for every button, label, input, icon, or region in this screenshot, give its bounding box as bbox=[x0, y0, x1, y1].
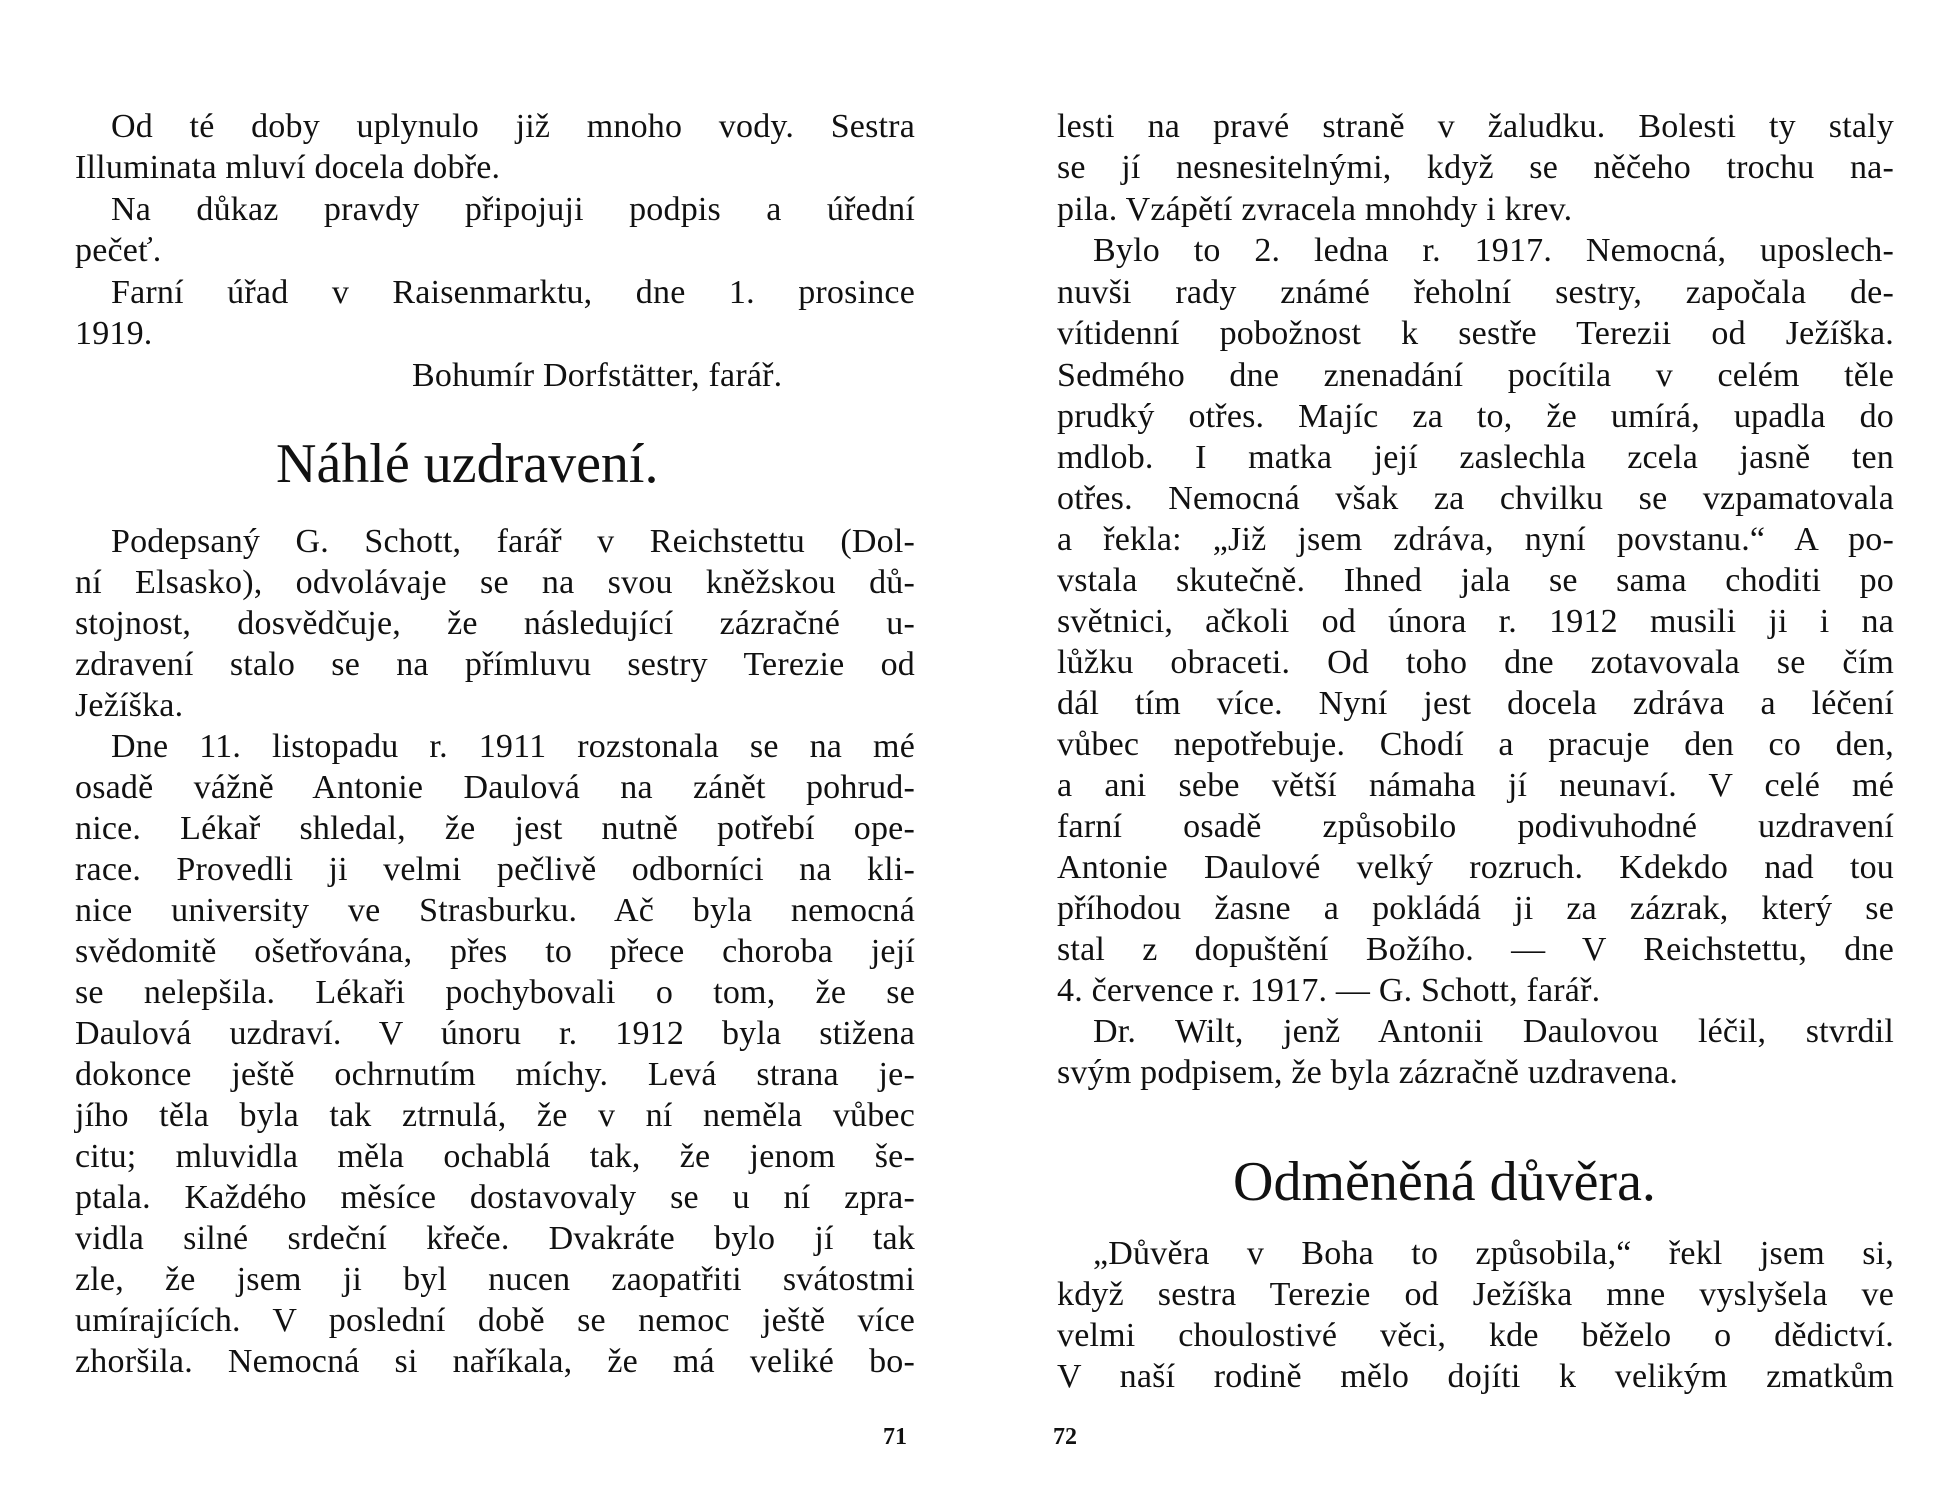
text-line: Sedmého dne znenadání pocítila v celém těle bbox=[1057, 357, 1894, 394]
text-line: lůžku obraceti. Od toho dne zotavovala se čím bbox=[1057, 644, 1894, 681]
text-line: když sestra Terezie od Ježíška mne vyslyšela ve bbox=[1057, 1276, 1894, 1313]
text-line: a řekla: „Již jsem zdráva, nyní povstanu.“ A po- bbox=[1057, 521, 1894, 558]
text-line: stojnost, dosvědčuje, že následující zázračné u- bbox=[75, 605, 915, 642]
text-line: se jí nesnesitelnými, když se něčeho trochu na- bbox=[1057, 149, 1894, 186]
text-line: vidla silné srdeční křeče. Dvakráte bylo jí tak bbox=[75, 1220, 915, 1257]
text-line: vstala skutečně. Ihned jala se sama choditi po bbox=[1057, 562, 1894, 599]
page-number: 72 bbox=[1053, 1424, 1077, 1450]
text-line: Dne 11. listopadu r. 1911 rozstonala se na mé bbox=[111, 728, 915, 765]
text-line: Antonie Daulové velký rozruch. Kdekdo nad tou bbox=[1057, 849, 1894, 886]
text-line: zhoršila. Nemocná si naříkala, že má veliké bo- bbox=[75, 1343, 915, 1380]
text-line: 4. července r. 1917. — G. Schott, farář. bbox=[1057, 972, 1601, 1009]
signature: Bohumír Dorfstätter, farář. bbox=[412, 357, 783, 394]
text-line: ní Elsasko), odvolávaje se na svou kněžskou dů- bbox=[75, 564, 915, 601]
text-line: race. Provedli ji velmi pečlivě odborníci na kli- bbox=[75, 851, 915, 888]
text-line: Farní úřad v Raisenmarktu, dne 1. prosince bbox=[111, 274, 915, 311]
text-line: Daulová uzdraví. V únoru r. 1912 byla stižena bbox=[75, 1015, 915, 1052]
text-line: pila. Vzápětí zvracela mnohdy i krev. bbox=[1057, 191, 1573, 228]
text-line: Podepsaný G. Schott, farář v Reichstettu (Dol- bbox=[111, 523, 915, 560]
text-line: prudký otřes. Majíc za to, že umírá, upadla do bbox=[1057, 398, 1894, 435]
text-line: jího těla byla tak ztrnulá, že v ní neměla vůbec bbox=[75, 1097, 915, 1134]
text-line: Na důkaz pravdy připojuji podpis a úřední bbox=[111, 191, 915, 228]
section-heading: Odměněná důvěra. bbox=[1233, 1151, 1656, 1213]
text-line: a ani sebe větší námaha jí neunaví. V celé mé bbox=[1057, 767, 1894, 804]
text-line: nuvši rady známé řeholní sestry, započala de- bbox=[1057, 274, 1894, 311]
text-line: vůbec nepotřebuje. Chodí a pracuje den co den, bbox=[1057, 726, 1894, 763]
page-number: 71 bbox=[883, 1424, 907, 1450]
text-line: 1919. bbox=[75, 315, 153, 352]
text-line: Dr. Wilt, jenž Antonii Daulovou léčil, stvrdil bbox=[1093, 1013, 1894, 1050]
section-heading: Náhlé uzdravení. bbox=[276, 433, 659, 495]
text-line: Ježíška. bbox=[75, 687, 184, 724]
text-line: V naší rodině mělo dojíti k velikým zmatkům bbox=[1057, 1358, 1894, 1395]
text-line: dokonce ještě ochrnutím míchy. Levá strana je- bbox=[75, 1056, 915, 1093]
text-line: zle, že jsem ji byl nucen zaopatřiti svátostmi bbox=[75, 1261, 915, 1298]
text-line: pečeť. bbox=[75, 232, 162, 269]
text-line: umírajících. V poslední době se nemoc ještě více bbox=[75, 1302, 915, 1339]
text-line: citu; mluvidla měla ochablá tak, že jenom še- bbox=[75, 1138, 915, 1175]
text-line: vítidenní pobožnost k sestře Terezii od Ježíška. bbox=[1057, 315, 1894, 352]
text-line: Illuminata mluví docela dobře. bbox=[75, 149, 501, 186]
text-line: svědomitě ošetřována, přes to přece choroba její bbox=[75, 933, 915, 970]
text-line: osadě vážně Antonie Daulová na zánět pohrud- bbox=[75, 769, 915, 806]
right-page bbox=[977, 0, 1954, 1500]
text-line: světnici, ačkoli od února r. 1912 musili ji i na bbox=[1057, 603, 1894, 640]
text-line: se nelepšila. Lékaři pochybovali o tom, že se bbox=[75, 974, 915, 1011]
text-line: dál tím více. Nyní jest docela zdráva a léčení bbox=[1057, 685, 1894, 722]
text-line: otřes. Nemocná však za chvilku se vzpamatovala bbox=[1057, 480, 1894, 517]
text-line: nice university ve Strasburku. Ač byla nemocná bbox=[75, 892, 915, 929]
text-line: farní osadě způsobilo podivuhodné uzdravení bbox=[1057, 808, 1894, 845]
text-line: „Důvěra v Boha to způsobila,“ řekl jsem si, bbox=[1093, 1235, 1894, 1272]
text-line: nice. Lékař shledal, že jest nutně potřebí ope- bbox=[75, 810, 915, 847]
text-line: mdlob. I matka její zaslechla zcela jasně ten bbox=[1057, 439, 1894, 476]
text-line: Bylo to 2. ledna r. 1917. Nemocná, uposlech- bbox=[1093, 232, 1894, 269]
text-line: velmi choulostivé věci, kde běželo o dědictví. bbox=[1057, 1317, 1894, 1354]
text-line: příhodou žasne a pokládá ji za zázrak, který se bbox=[1057, 890, 1894, 927]
text-line: ptala. Každého měsíce dostavovaly se u ní zpra- bbox=[75, 1179, 915, 1216]
text-line: zdravení stalo se na přímluvu sestry Terezie od bbox=[75, 646, 915, 683]
text-line: Od té doby uplynulo již mnoho vody. Sestra bbox=[111, 108, 915, 145]
text-line: stal z dopuštění Božího. — V Reichstettu, dne bbox=[1057, 931, 1894, 968]
text-line: svým podpisem, že byla zázračně uzdravena. bbox=[1057, 1054, 1679, 1091]
text-line: lesti na pravé straně v žaludku. Bolesti ty staly bbox=[1057, 108, 1894, 145]
